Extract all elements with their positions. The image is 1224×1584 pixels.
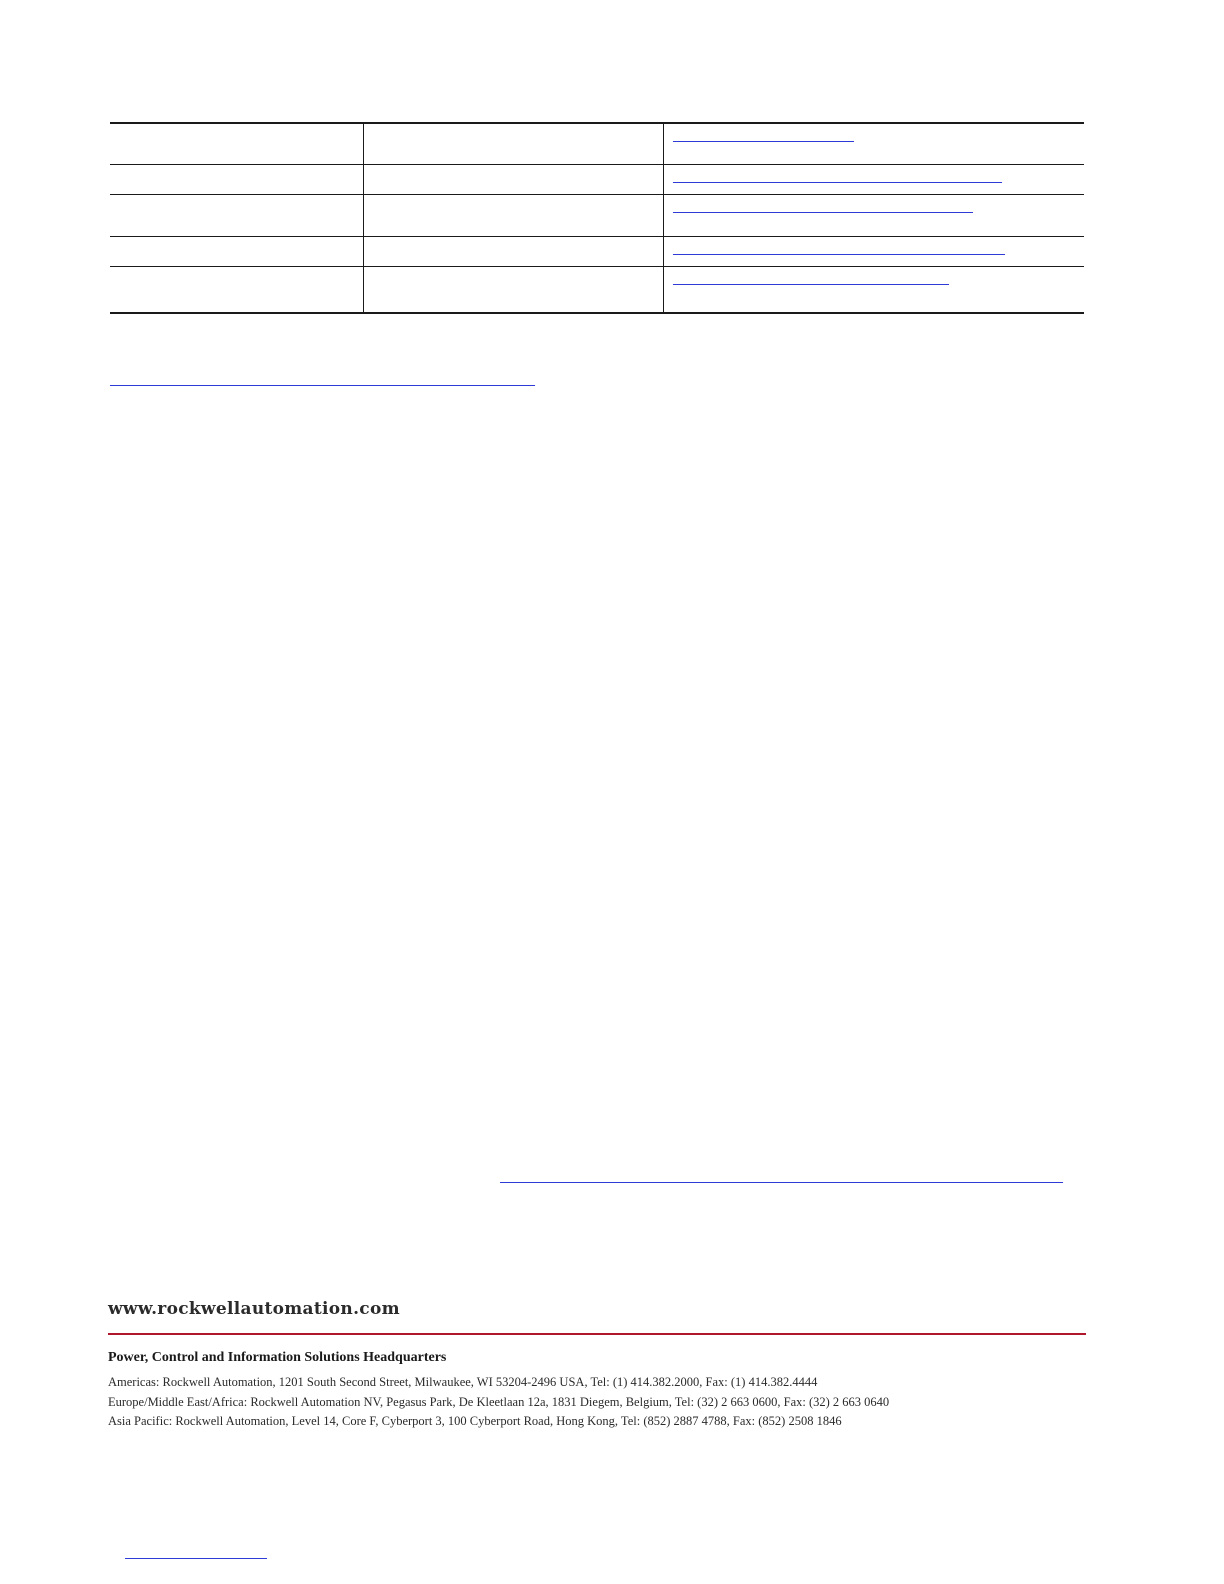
table-row — [110, 165, 1084, 195]
body-link[interactable] — [500, 1182, 1063, 1183]
address-americas: Americas: Rockwell Automation, 1201 South Second Street, Milwaukee, WI 53204-2496 USA, Tel: (1) 414.382.2000, Fax: (1) 414.382.4444 — [108, 1375, 818, 1389]
table-link[interactable] — [673, 182, 1002, 183]
table-cell — [110, 165, 364, 194]
table-cell — [364, 165, 664, 194]
support-table — [110, 122, 1084, 314]
table-link[interactable] — [673, 254, 1005, 255]
table-cell — [664, 124, 1084, 164]
table-cell — [110, 237, 364, 266]
table-cell — [110, 267, 364, 312]
table-row — [110, 237, 1084, 267]
table-link[interactable] — [673, 212, 973, 213]
table-cell — [110, 195, 364, 236]
table-row — [110, 124, 1084, 165]
table-link[interactable] — [673, 141, 854, 142]
table-cell — [664, 165, 1084, 194]
footer-divider — [108, 1333, 1086, 1335]
hq-title: Power, Control and Information Solutions Headquarters — [108, 1350, 447, 1365]
address-asia-pacific: Asia Pacific: Rockwell Automation, Level 14, Core F, Cyberport 3, 100 Cyberport Road, Hong Kong, Tel: (852) 2887 4788, Fax: (852) 2508 1846 — [108, 1414, 842, 1428]
table-cell — [364, 195, 664, 236]
table-row — [110, 195, 1084, 237]
table-cell — [110, 124, 364, 164]
table-cell — [364, 124, 664, 164]
table-cell — [664, 267, 1084, 312]
table-link[interactable] — [673, 284, 949, 285]
table-cell — [664, 237, 1084, 266]
page-footer-link[interactable] — [125, 1558, 267, 1559]
body-link[interactable] — [110, 385, 535, 386]
table-row — [110, 267, 1084, 312]
table-cell — [364, 237, 664, 266]
website-url[interactable]: www.rockwellautomation.com — [108, 1299, 400, 1319]
table-cell — [664, 195, 1084, 236]
address-emea: Europe/Middle East/Africa: Rockwell Automation NV, Pegasus Park, De Kleetlaan 12a, 1831 Diegem, Belgium, Tel: (32) 2 663 0600, Fax: (32) 2 663 0640 — [108, 1395, 890, 1409]
table-cell — [364, 267, 664, 312]
